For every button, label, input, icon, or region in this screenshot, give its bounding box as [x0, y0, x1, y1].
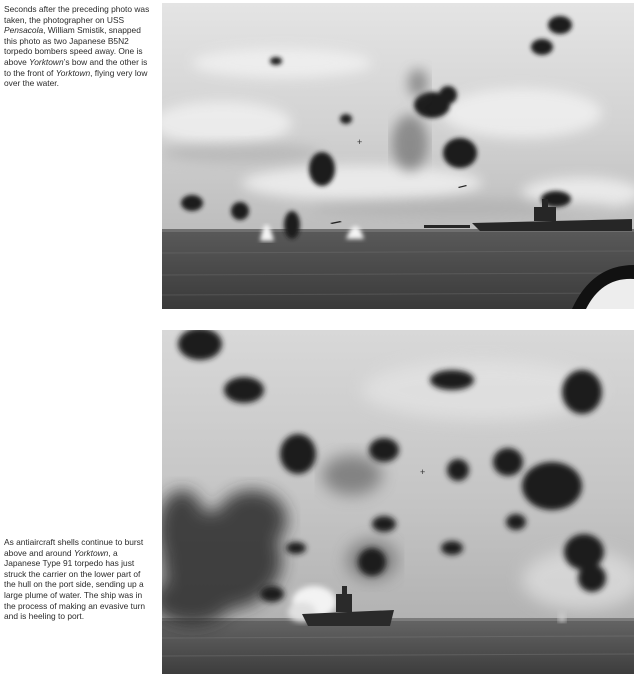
caption-bottom-ship-name: Yorktown — [73, 547, 109, 558]
photo-bottom-image — [162, 330, 634, 674]
caption-top-ship-name-2: Yorktown — [29, 56, 64, 67]
caption-top-text-3: ’s bow and the other is to the front of — [4, 56, 148, 78]
caption-top-ship-name-1: Pensacola — [4, 25, 44, 36]
photo-bottom-torpedo-strike — [162, 330, 634, 674]
photo-top-image — [162, 3, 634, 309]
caption-bottom — [4, 537, 152, 622]
photo-top-torpedo-bombers — [162, 3, 634, 309]
caption-top — [4, 4, 152, 89]
caption-top-ship-name-3: Yorktown — [55, 67, 91, 78]
caption-bottom-text-1: As antiaircraft shells continue to burst above and around — [4, 537, 144, 558]
caption-top-text-1: Seconds after the preceding photo was taken, the photographer on USS — [4, 4, 150, 25]
caption-top-text-2: , William Smistik, snapped this photo as two Japanese B5N2 torpedo bombers speed away. One is above — [4, 25, 143, 67]
svg-text:+: + — [357, 137, 363, 147]
caption-bottom-text-2: , a Japanese Type 91 torpedo has just struck the carrier on the lower part of the hull on the port side, sending up a large plume of water. The ship was in the process of making an evasive turn and is heeling to port. — [4, 547, 146, 622]
caption-top-text-4: , flying very low over the water. — [4, 67, 148, 89]
svg-text:+: + — [420, 467, 426, 477]
